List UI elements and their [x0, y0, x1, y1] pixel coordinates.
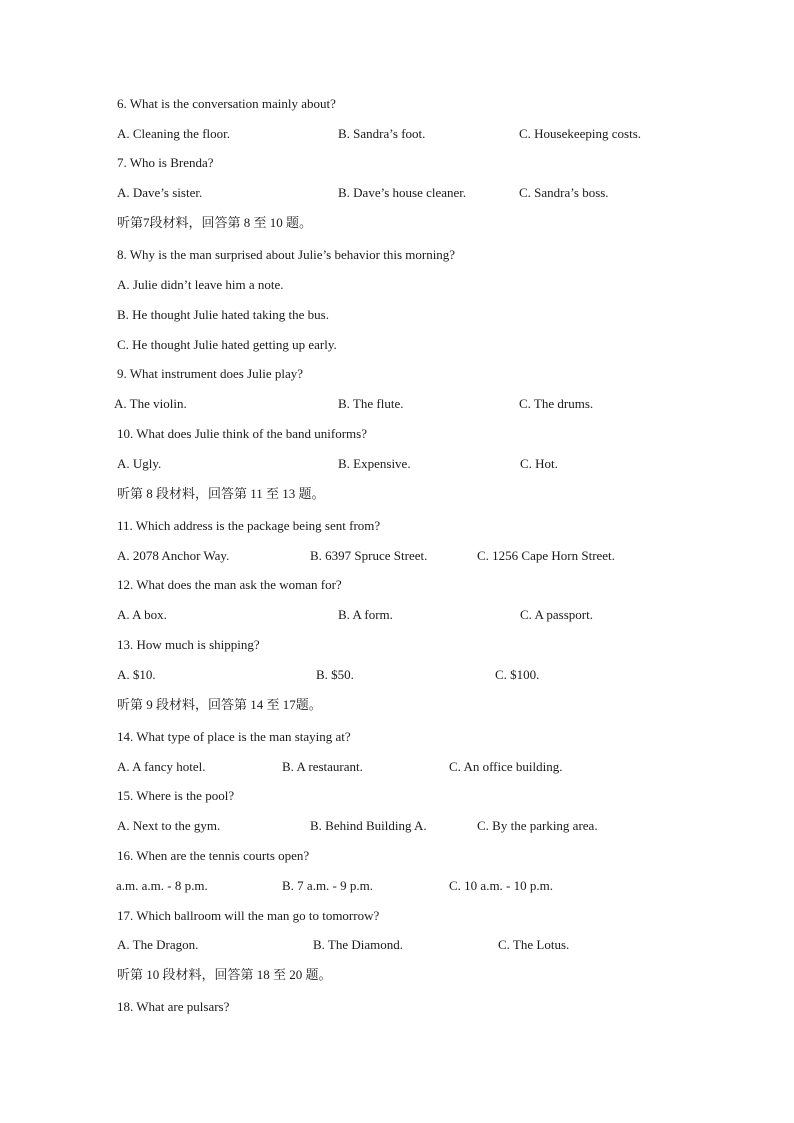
q12-option-b: B. A form. — [338, 607, 393, 622]
question-11: 11. Which address is the package being sent from? — [117, 518, 381, 533]
question-13: 13. How much is shipping? — [117, 637, 260, 652]
q9-option-b: B. The flute. — [338, 396, 404, 411]
q7-option-c: C. Sandra’s boss. — [519, 185, 609, 200]
q13-option-a: A. $10. — [117, 667, 156, 682]
question-10: 10. What does Julie think of the band uniforms? — [117, 426, 367, 441]
question-6: 6. What is the conversation mainly about? — [117, 96, 336, 111]
q9-option-c: C. The drums. — [519, 396, 594, 411]
question-15: 15. Where is the pool? — [117, 788, 235, 803]
q8-option-c: C. He thought Julie hated getting up early. — [117, 337, 337, 352]
q15-option-b: B. Behind Building A. — [310, 818, 427, 833]
q6-option-a: A. Cleaning the floor. — [117, 126, 231, 141]
question-7: 7. Who is Brenda? — [117, 155, 214, 170]
q13-option-b: B. $50. — [316, 667, 354, 682]
q17-option-c: C. The Lotus. — [498, 937, 570, 952]
q13-option-c: C. $100. — [495, 667, 540, 682]
section-header-7: 听第7段材料，回答第 8 至 10 题。 — [117, 215, 313, 230]
q11-option-c: C. 1256 Cape Horn Street. — [477, 548, 615, 563]
question-8: 8. Why is the man surprised about Julie’s behavior this morning? — [117, 247, 456, 262]
q11-option-b: B. 6397 Spruce Street. — [310, 548, 428, 563]
q14-option-c: C. An office building. — [449, 759, 563, 774]
question-16: 16. When are the tennis courts open? — [117, 848, 310, 863]
question-14: 14. What type of place is the man staying at? — [117, 729, 351, 744]
q14-option-a: A. A fancy hotel. — [117, 759, 206, 774]
q17-option-b: B. The Diamond. — [313, 937, 404, 952]
q14-option-b: B. A restaurant. — [282, 759, 363, 774]
q12-option-c: C. A passport. — [520, 607, 593, 622]
q10-option-a: A. Ugly. — [117, 456, 162, 471]
q15-option-a: A. Next to the gym. — [117, 818, 221, 833]
section-header-10: 听第 10 段材料，回答第 18 至 20 题。 — [117, 967, 332, 982]
q8-option-b: B. He thought Julie hated taking the bus. — [117, 307, 329, 322]
question-18: 18. What are pulsars? — [117, 999, 230, 1014]
q10-option-b: B. Expensive. — [338, 456, 411, 471]
q10-option-c: C. Hot. — [520, 456, 558, 471]
q6-option-b: B. Sandra’s foot. — [338, 126, 426, 141]
question-9: 9. What instrument does Julie play? — [117, 366, 304, 381]
question-12: 12. What does the man ask the woman for? — [117, 577, 342, 592]
q16-option-a: a.m. a.m. - 8 p.m. — [116, 878, 208, 893]
q7-option-b: B. Dave’s house cleaner. — [338, 185, 467, 200]
q12-option-a: A. A box. — [117, 607, 167, 622]
q11-option-a: A. 2078 Anchor Way. — [117, 548, 230, 563]
q7-option-a: A. Dave’s sister. — [117, 185, 203, 200]
q6-option-c: C. Housekeeping costs. — [519, 126, 642, 141]
q17-option-a: A. The Dragon. — [117, 937, 199, 952]
q9-option-a: A. The violin. — [114, 396, 187, 411]
q8-option-a: A. Julie didn’t leave him a note. — [117, 277, 284, 292]
question-17: 17. Which ballroom will the man go to tomorrow? — [117, 908, 380, 923]
q15-option-c: C. By the parking area. — [477, 818, 598, 833]
section-header-9: 听第 9 段材料，回答第 14 至 17题。 — [117, 697, 322, 712]
q16-option-c: C. 10 a.m. - 10 p.m. — [449, 878, 553, 893]
q16-option-b: B. 7 a.m. - 9 p.m. — [282, 878, 373, 893]
section-header-8: 听第 8 段材料，回答第 11 至 13 题。 — [117, 486, 325, 501]
